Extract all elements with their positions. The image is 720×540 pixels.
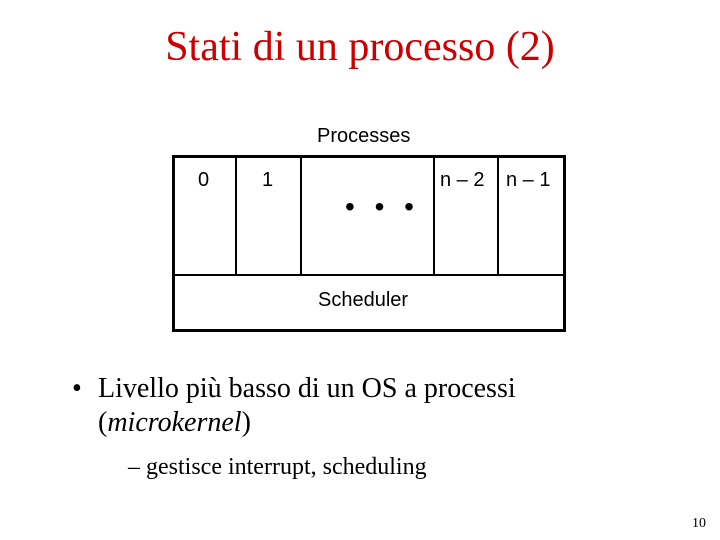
process-cell-1: 1 bbox=[262, 169, 274, 191]
slide-title: Stati di un processo (2) bbox=[165, 24, 555, 70]
bullet-item bbox=[70, 372, 670, 440]
processes-row bbox=[172, 155, 566, 275]
ellipsis: • • • bbox=[345, 191, 420, 222]
sub-bullet: – gestisce interrupt, scheduling bbox=[128, 454, 427, 480]
bullet-list bbox=[70, 372, 670, 482]
bullet-marker: • bbox=[72, 373, 82, 404]
process-cell-0: 0 bbox=[198, 169, 210, 191]
cell-divider bbox=[497, 155, 499, 275]
scheduler-label: Scheduler bbox=[318, 289, 409, 311]
cell-divider bbox=[300, 155, 302, 275]
bullet-paren-close: ) bbox=[241, 407, 251, 438]
cell-divider bbox=[235, 155, 237, 275]
bullet-paren-open: ( bbox=[98, 407, 108, 438]
bullet-italic-term: microkernel bbox=[107, 407, 242, 438]
cell-divider bbox=[433, 155, 435, 275]
process-diagram bbox=[172, 120, 566, 332]
process-cell-n-1: n – 1 bbox=[506, 169, 551, 191]
page-number: 10 bbox=[692, 516, 706, 531]
process-cell-n-2: n – 2 bbox=[440, 169, 485, 191]
processes-label: Processes bbox=[317, 125, 411, 147]
bullet-text: Livello più basso di un OS a processi bbox=[98, 373, 516, 404]
